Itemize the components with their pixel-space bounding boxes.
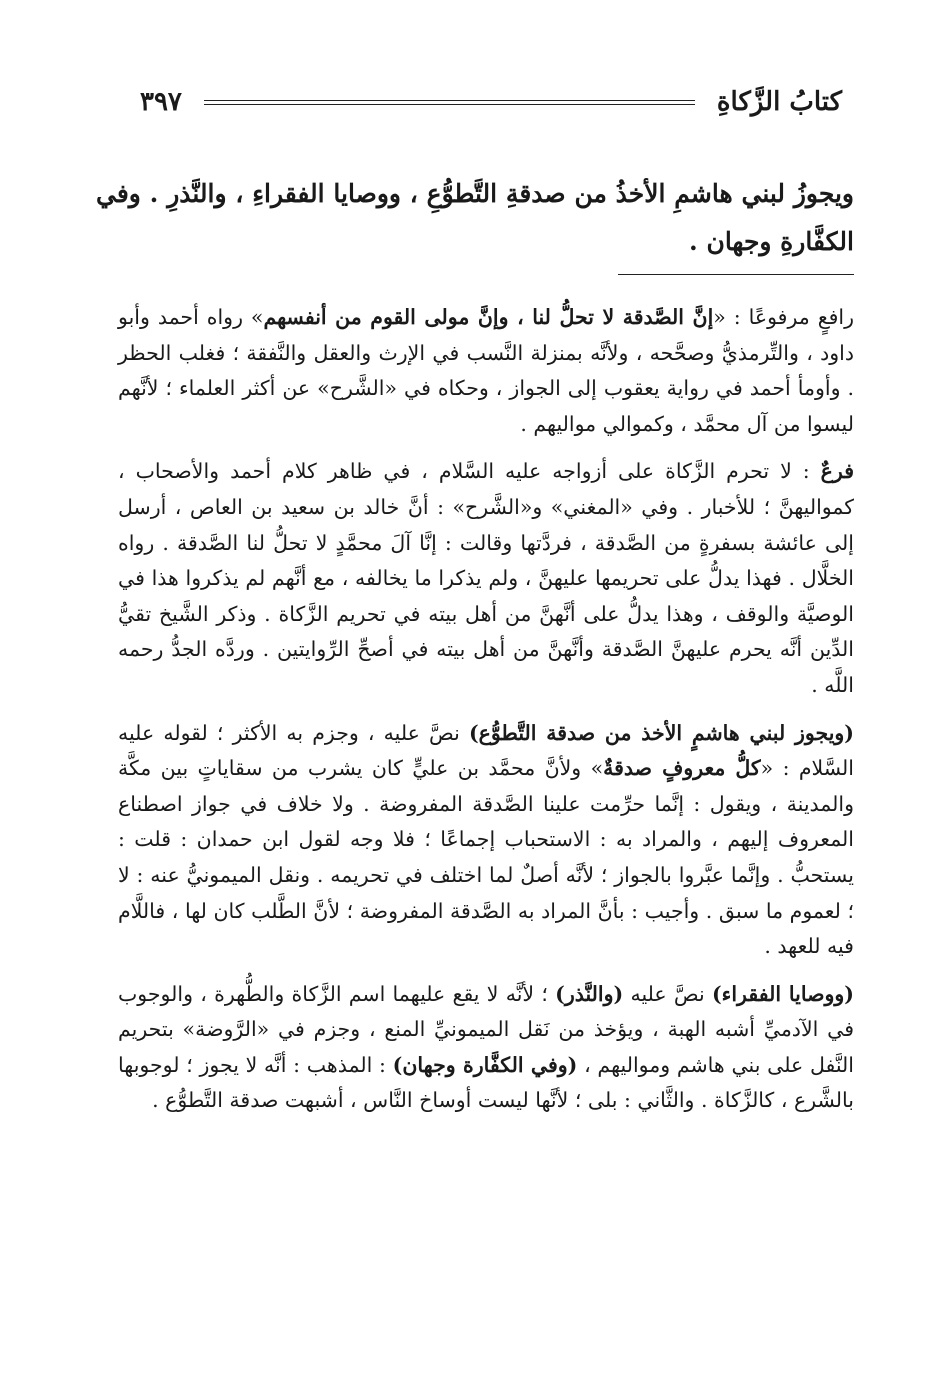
text-run: رافعٍ مرفوعًا : « bbox=[713, 305, 854, 329]
commentary-paragraph-4 bbox=[118, 977, 854, 1119]
chapter-title: كتابُ الزَّكاةِ bbox=[716, 87, 842, 117]
commentary-paragraph-3 bbox=[118, 716, 854, 965]
page-number: ٣٩٧ bbox=[140, 87, 182, 117]
text-divider bbox=[618, 274, 854, 275]
matn-quote: (ويجوز لبني هاشمٍ الأخذ من صدقة التَّطوُّع) bbox=[468, 720, 854, 745]
running-header bbox=[140, 82, 842, 122]
header-rule bbox=[204, 100, 695, 105]
hadith-quote: إنَّ الصَّدقة لا تحلُّ لنا ، وإنَّ مولى القوم من أنفسهم bbox=[263, 305, 714, 329]
matn-quote: (والنَّذر) bbox=[555, 981, 624, 1006]
text-run: نصَّ عليه bbox=[623, 981, 712, 1006]
commentary bbox=[118, 300, 854, 1131]
matn-quote: (ووصايا الفقراء) bbox=[711, 981, 854, 1006]
far-heading: فرعٌ bbox=[820, 459, 854, 484]
text-run: » ولأنَّ محمَّد بن عليٍّ كان يشرب من سقاياتٍ بين مكَّة والمدينة ، ويقول : إنَّما حرِّمت علينا الصَّدقة المفروضة . ولا خلاف في جواز اصطناع المعروف إليهم ، والمراد به : الاستحباب إجماعًا ؛ فلا وجه لقول ابن حمدان : قلت : يستحبُّ . وإنَّما عبَّروا بالجواز ؛ لأنَّه أصلٌ لما اختلف في تحريمه . ونقل الميمونيُّ عنه : لا ؛ لعموم ما سبق . وأجيب : بأنَّ المراد به الصَّدقة المفروضة ؛ لأنَّ الطَّلب كان لها ، فاللَّام فيه للعهد . bbox=[118, 756, 854, 959]
main-text-paragraph: ويجوزُ لبني هاشمِ الأخذُ من صدقةِ التَّطوُّعِ ، ووصايا الفقراءِ ، والنَّذرِ . وفي الكفَّارةِ وجهان . bbox=[96, 179, 854, 256]
text-run: : المذهب : أنَّه لا يجوز ؛ لوجوبها بالشَّرع ، كالزَّكاة . والثَّاني : بلى ؛ لأنَّها ليست أوساخ النَّاس ، أشبهت صدقة التَّطوُّع . bbox=[118, 1052, 854, 1113]
commentary-paragraph-1 bbox=[118, 300, 854, 442]
text-run: » رواه أحمد وأبو داود ، والتِّرمذيُّ وصحَّحه ، ولأنَّه بمنزلة النَّسب في الإرث والعقل والنَّفقة ؛ فغلب الحظر . وأومأ أحمد في رواية يعقوب إلى الجواز ، وحكاه في «الشَّرح» عن أكثر العلماء ؛ لأنَّهم ليسوا من آل محمَّد ، وكموالي مواليهم . bbox=[118, 305, 854, 436]
commentary-paragraph-2 bbox=[118, 454, 854, 703]
text-run: نصَّ عليه ، وجزم به الأكثر ؛ لقوله عليه السَّلام : « bbox=[118, 720, 854, 781]
matn-quote: (وفي الكفَّارة وجهان) bbox=[392, 1052, 578, 1077]
text-run: ؛ لأنَّه لا يقع عليهما اسم الزَّكاة والطُّهرة ، والوجوب في الآدميِّ أشبه الهبة ، ويؤخذ من نَقل الميمونيِّ المنع ، وجزم في «الرَّوضة» بتحريم النَّفل على بني هاشم ومواليهم ، bbox=[118, 981, 854, 1077]
text-run: : لا تحرم الزَّكاة على أزواجه عليه السَّلام ، في ظاهر كلام أحمد والأصحاب ، كمواليهنَّ ؛ للأخبار . وفي «المغني» و«الشَّرح» : أنَّ خالد بن سعيد بن العاص ، أرسل إلى عائشة بسفرةٍ من الصَّدقة ، فردَّتها وقالت : إنَّا آلَ محمَّدٍ لا تحلُّ لنا الصَّدقة . رواه الخلَّال . فهذا يدلُّ على تحريمها عليهنَّ ، ولم يذكرا ما يخالفه ، مع أنَّهم لم يذكروا هذا في الوصيَّة والوقف ، وهذا يدلُّ على أنَّهنَّ من أهل بيته في تحريم الزَّكاة . وذكر الشَّيخ تقيُّ الدِّين أنَّه يحرم عليهنَّ الصَّدقة وأنَّهنَّ من أهل بيته في أصحِّ الرِّوايتين . وردَّه الجدُّ رحمه اللَّه . bbox=[118, 459, 854, 697]
hadith-quote: كلُّ معروفٍ صدقةٌ bbox=[603, 756, 761, 781]
main-text bbox=[96, 170, 854, 266]
